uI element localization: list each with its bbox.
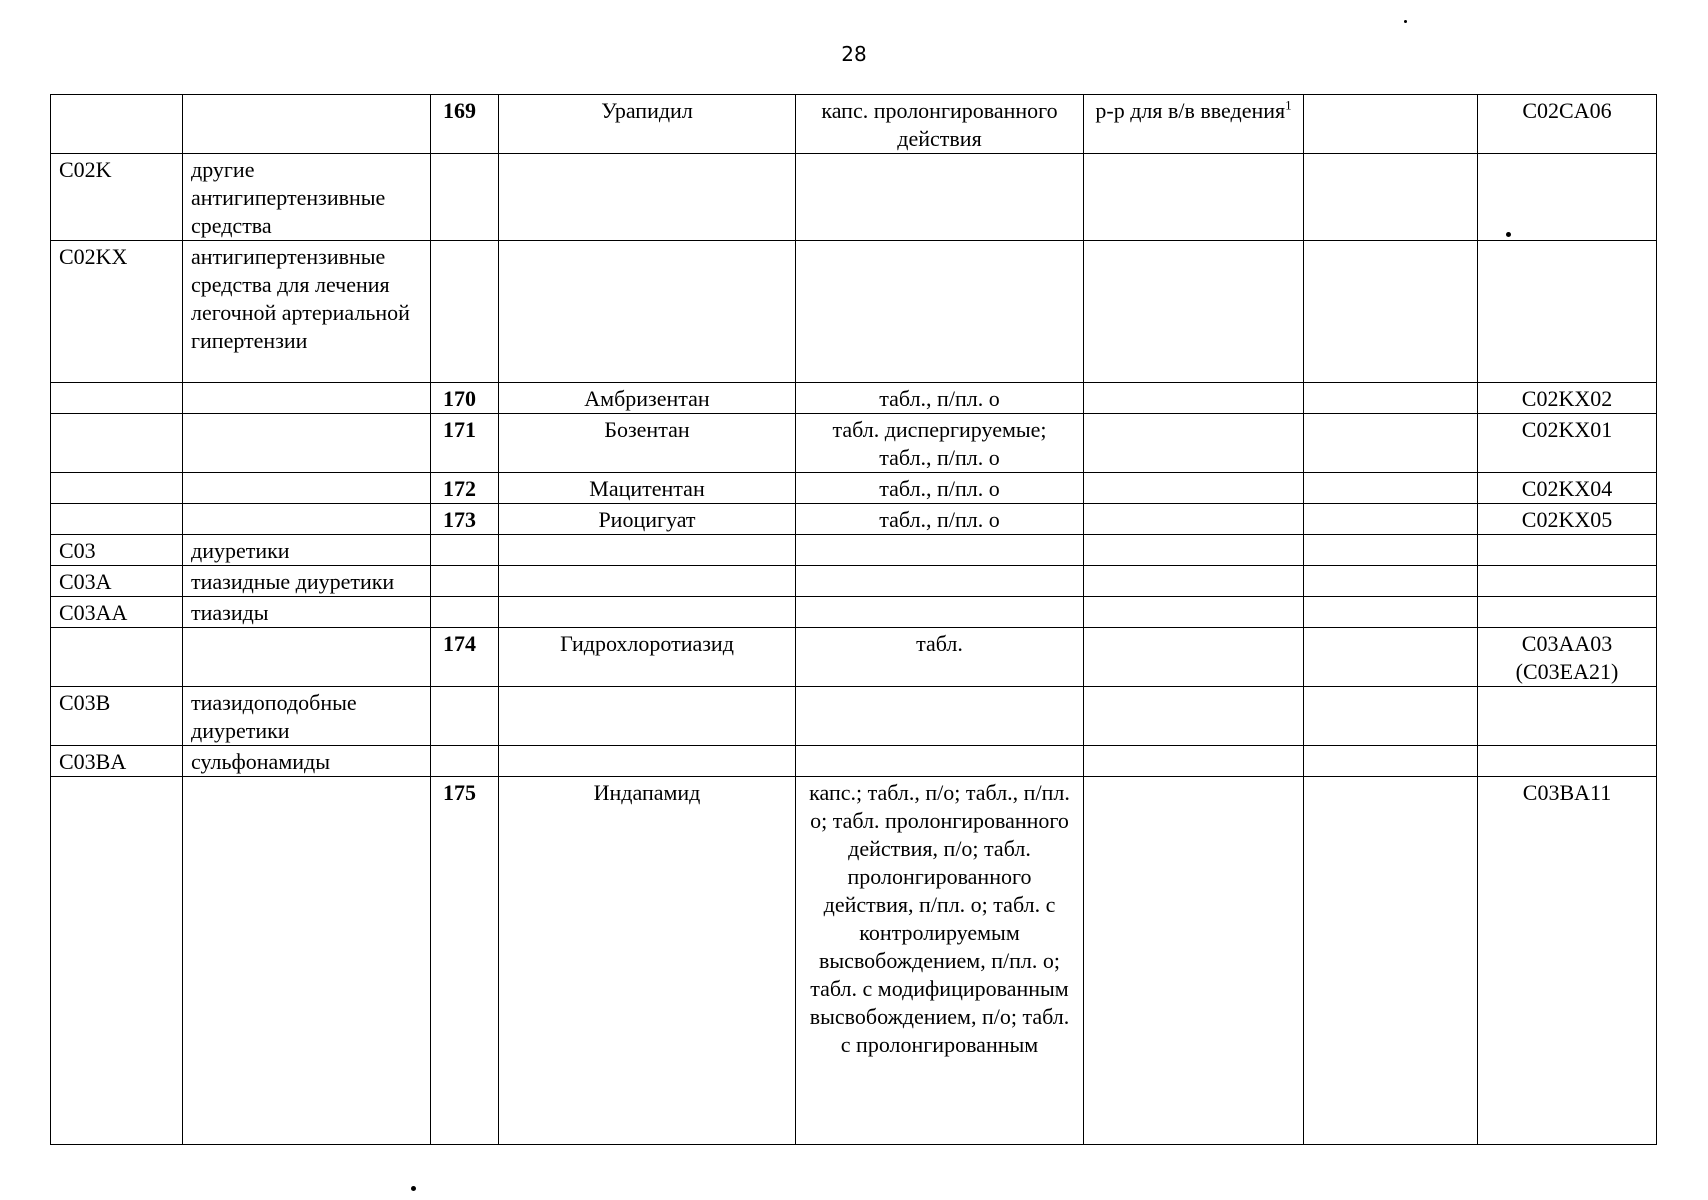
atc-group-code-cell bbox=[51, 597, 183, 628]
group-name-cell bbox=[183, 504, 431, 535]
extra-cell bbox=[1304, 95, 1478, 154]
group-name-text: тиазидные диуретики bbox=[191, 569, 395, 594]
atc-code-cell bbox=[1478, 473, 1657, 504]
item-number-cell bbox=[431, 95, 499, 154]
drug-name-text: Урапидил bbox=[601, 98, 693, 123]
group-name-cell bbox=[183, 154, 431, 241]
atc-group-code-cell bbox=[51, 95, 183, 154]
table-row bbox=[51, 414, 1657, 473]
atc-code-text: C02KX04 bbox=[1521, 476, 1613, 501]
group-name-cell bbox=[183, 746, 431, 777]
atc-group-code-text: C03B bbox=[59, 690, 111, 715]
drug-name-cell bbox=[499, 777, 796, 1145]
drug-name-cell bbox=[499, 241, 796, 383]
drug-name-cell bbox=[499, 597, 796, 628]
table-row bbox=[51, 628, 1657, 687]
dosage-form-2-cell bbox=[1084, 241, 1304, 383]
atc-group-code-cell bbox=[51, 746, 183, 777]
atc-group-code-cell bbox=[51, 628, 183, 687]
group-name-cell bbox=[183, 383, 431, 414]
footnote-marker: 1 bbox=[1285, 97, 1292, 113]
item-number-cell bbox=[431, 777, 499, 1145]
atc-code-text: C03AA03 (C03EA21) bbox=[1515, 631, 1619, 684]
atc-group-code-cell bbox=[51, 687, 183, 746]
dosage-form-2-cell bbox=[1084, 154, 1304, 241]
atc-group-code-cell bbox=[51, 414, 183, 473]
scan-speck bbox=[1506, 232, 1511, 237]
atc-group-code-cell bbox=[51, 241, 183, 383]
drug-name-cell bbox=[499, 95, 796, 154]
dosage-form-text: табл., п/пл. о bbox=[879, 476, 1000, 501]
item-number-text: 173 bbox=[443, 507, 476, 532]
item-number-text: 170 bbox=[443, 386, 476, 411]
table-row bbox=[51, 473, 1657, 504]
extra-cell bbox=[1304, 777, 1478, 1145]
group-name-cell bbox=[183, 473, 431, 504]
atc-code-cell bbox=[1478, 241, 1657, 383]
dosage-form-cell bbox=[796, 566, 1084, 597]
scan-speck bbox=[1404, 20, 1407, 23]
drug-name-text: Гидрохлоротиазид bbox=[560, 631, 734, 656]
item-number-text: 169 bbox=[443, 98, 476, 123]
scan-speck bbox=[411, 1186, 416, 1191]
drug-name-text: Мацитентан bbox=[589, 476, 705, 501]
atc-code-cell bbox=[1478, 628, 1657, 687]
dosage-form-2-cell bbox=[1084, 777, 1304, 1145]
atc-code-cell bbox=[1478, 566, 1657, 597]
extra-cell bbox=[1304, 566, 1478, 597]
dosage-form-2-cell bbox=[1084, 95, 1304, 154]
dosage-form-cell bbox=[796, 473, 1084, 504]
dosage-form-cell bbox=[796, 95, 1084, 154]
dosage-form-2-text: р-р для в/в введения bbox=[1095, 98, 1286, 123]
atc-code-cell bbox=[1478, 504, 1657, 535]
drug-name-cell bbox=[499, 504, 796, 535]
extra-cell bbox=[1304, 597, 1478, 628]
atc-group-code-cell bbox=[51, 535, 183, 566]
drug-name-cell bbox=[499, 473, 796, 504]
drug-name-cell bbox=[499, 383, 796, 414]
dosage-form-2-cell bbox=[1084, 597, 1304, 628]
group-name-cell bbox=[183, 777, 431, 1145]
table-row bbox=[51, 383, 1657, 414]
table-row bbox=[51, 566, 1657, 597]
item-number-cell bbox=[431, 687, 499, 746]
extra-cell bbox=[1304, 241, 1478, 383]
dosage-form-cell bbox=[796, 628, 1084, 687]
atc-code-cell bbox=[1478, 746, 1657, 777]
extra-cell bbox=[1304, 746, 1478, 777]
dosage-form-cell bbox=[796, 241, 1084, 383]
group-name-text: тиазиды bbox=[191, 600, 269, 625]
table-row bbox=[51, 777, 1657, 1145]
drug-name-text: Бозентан bbox=[604, 417, 690, 442]
drug-name-cell bbox=[499, 535, 796, 566]
atc-code-cell bbox=[1478, 95, 1657, 154]
group-name-cell bbox=[183, 628, 431, 687]
page-number: 28 bbox=[841, 42, 867, 66]
drug-name-cell bbox=[499, 414, 796, 473]
medication-table bbox=[50, 94, 1657, 1145]
atc-group-code-cell bbox=[51, 566, 183, 597]
group-name-text: сульфонамиды bbox=[191, 749, 330, 774]
dosage-form-cell bbox=[796, 414, 1084, 473]
atc-group-code-cell bbox=[51, 154, 183, 241]
dosage-form-cell bbox=[796, 535, 1084, 566]
table-row bbox=[51, 154, 1657, 241]
atc-group-code-text: C03A bbox=[59, 569, 112, 594]
atc-group-code-cell bbox=[51, 383, 183, 414]
group-name-cell bbox=[183, 566, 431, 597]
item-number-text: 171 bbox=[443, 417, 476, 442]
dosage-form-cell bbox=[796, 154, 1084, 241]
dosage-form-cell bbox=[796, 504, 1084, 535]
item-number-text: 175 bbox=[443, 780, 476, 805]
atc-code-cell bbox=[1478, 535, 1657, 566]
atc-code-cell bbox=[1478, 154, 1657, 241]
extra-cell bbox=[1304, 154, 1478, 241]
atc-code-text: C03BA11 bbox=[1522, 780, 1612, 805]
table-row bbox=[51, 597, 1657, 628]
item-number-cell bbox=[431, 473, 499, 504]
dosage-form-cell bbox=[796, 746, 1084, 777]
atc-group-code-cell bbox=[51, 777, 183, 1145]
drug-name-cell bbox=[499, 628, 796, 687]
item-number-cell bbox=[431, 566, 499, 597]
dosage-form-2-cell bbox=[1084, 504, 1304, 535]
group-name-cell bbox=[183, 241, 431, 383]
atc-group-code-text: C02KX bbox=[59, 244, 128, 269]
drug-name-text: Риоцигуат bbox=[598, 507, 696, 532]
atc-code-cell bbox=[1478, 687, 1657, 746]
drug-name-cell bbox=[499, 566, 796, 597]
atc-group-code-text: C03AA bbox=[59, 600, 128, 625]
group-name-cell bbox=[183, 535, 431, 566]
table-row bbox=[51, 687, 1657, 746]
group-name-cell bbox=[183, 95, 431, 154]
atc-code-cell bbox=[1478, 414, 1657, 473]
dosage-form-text: капс.; табл., п/о; табл., п/пл. о; табл. пролонгированного действия, п/о; табл. пролонгированного действия, п/пл. о; табл. с контролируемым высвобождением, п/пл. о; табл. с модифицированным высвобождением, п/о; табл. с пролонгированным bbox=[809, 780, 1070, 1057]
dosage-form-2-cell bbox=[1084, 566, 1304, 597]
table-row bbox=[51, 504, 1657, 535]
dosage-form-cell bbox=[796, 777, 1084, 1145]
group-name-cell bbox=[183, 597, 431, 628]
dosage-form-2-cell bbox=[1084, 687, 1304, 746]
table-row bbox=[51, 241, 1657, 383]
atc-group-code-cell bbox=[51, 504, 183, 535]
dosage-form-text: табл. диспергируемые; табл., п/пл. о bbox=[832, 417, 1047, 470]
item-number-cell bbox=[431, 241, 499, 383]
item-number-cell bbox=[431, 746, 499, 777]
item-number-cell bbox=[431, 535, 499, 566]
item-number-cell bbox=[431, 154, 499, 241]
atc-code-cell bbox=[1478, 383, 1657, 414]
item-number-cell bbox=[431, 597, 499, 628]
atc-group-code-text: C02K bbox=[59, 157, 112, 182]
group-name-text: антигипертензивные средства для лечения легочной артериальной гипертензии bbox=[191, 244, 410, 353]
drug-name-cell bbox=[499, 687, 796, 746]
extra-cell bbox=[1304, 414, 1478, 473]
extra-cell bbox=[1304, 473, 1478, 504]
atc-code-cell bbox=[1478, 597, 1657, 628]
group-name-text: диуретики bbox=[191, 538, 290, 563]
table-row bbox=[51, 746, 1657, 777]
dosage-form-2-cell bbox=[1084, 383, 1304, 414]
atc-group-code-cell bbox=[51, 473, 183, 504]
atc-code-text: C02KX02 bbox=[1521, 386, 1613, 411]
group-name-text: другие антигипертензивные средства bbox=[191, 157, 386, 238]
dosage-form-2-cell bbox=[1084, 746, 1304, 777]
item-number-cell bbox=[431, 383, 499, 414]
dosage-form-2-cell bbox=[1084, 414, 1304, 473]
item-number-cell bbox=[431, 414, 499, 473]
item-number-cell bbox=[431, 628, 499, 687]
atc-code-cell bbox=[1478, 777, 1657, 1145]
dosage-form-text: табл., п/пл. о bbox=[879, 507, 1000, 532]
dosage-form-2-cell bbox=[1084, 628, 1304, 687]
extra-cell bbox=[1304, 383, 1478, 414]
dosage-form-cell bbox=[796, 597, 1084, 628]
atc-group-code-text: C03 bbox=[59, 538, 96, 563]
drug-name-text: Индапамид bbox=[593, 780, 701, 805]
dosage-form-2-cell bbox=[1084, 473, 1304, 504]
item-number-text: 174 bbox=[443, 631, 476, 656]
dosage-form-cell bbox=[796, 687, 1084, 746]
group-name-cell bbox=[183, 687, 431, 746]
extra-cell bbox=[1304, 628, 1478, 687]
item-number-text: 172 bbox=[443, 476, 476, 501]
table-row bbox=[51, 95, 1657, 154]
dosage-form-text: капс. пролонгированного действия bbox=[821, 98, 1058, 151]
atc-code-text: C02CA06 bbox=[1522, 98, 1612, 123]
extra-cell bbox=[1304, 687, 1478, 746]
item-number-cell bbox=[431, 504, 499, 535]
dosage-form-cell bbox=[796, 383, 1084, 414]
extra-cell bbox=[1304, 535, 1478, 566]
group-name-cell bbox=[183, 414, 431, 473]
drug-name-cell bbox=[499, 746, 796, 777]
dosage-form-2-cell bbox=[1084, 535, 1304, 566]
atc-code-text: C02KX05 bbox=[1521, 507, 1613, 532]
drug-name-text: Амбризентан bbox=[584, 386, 710, 411]
atc-code-text: C02KX01 bbox=[1521, 417, 1613, 442]
table-row bbox=[51, 535, 1657, 566]
atc-group-code-text: C03BA bbox=[59, 749, 127, 774]
group-name-text: тиазидоподобные диуретики bbox=[191, 690, 357, 743]
extra-cell bbox=[1304, 504, 1478, 535]
dosage-form-text: табл., п/пл. о bbox=[879, 386, 1000, 411]
drug-name-cell bbox=[499, 154, 796, 241]
dosage-form-text: табл. bbox=[916, 631, 963, 656]
